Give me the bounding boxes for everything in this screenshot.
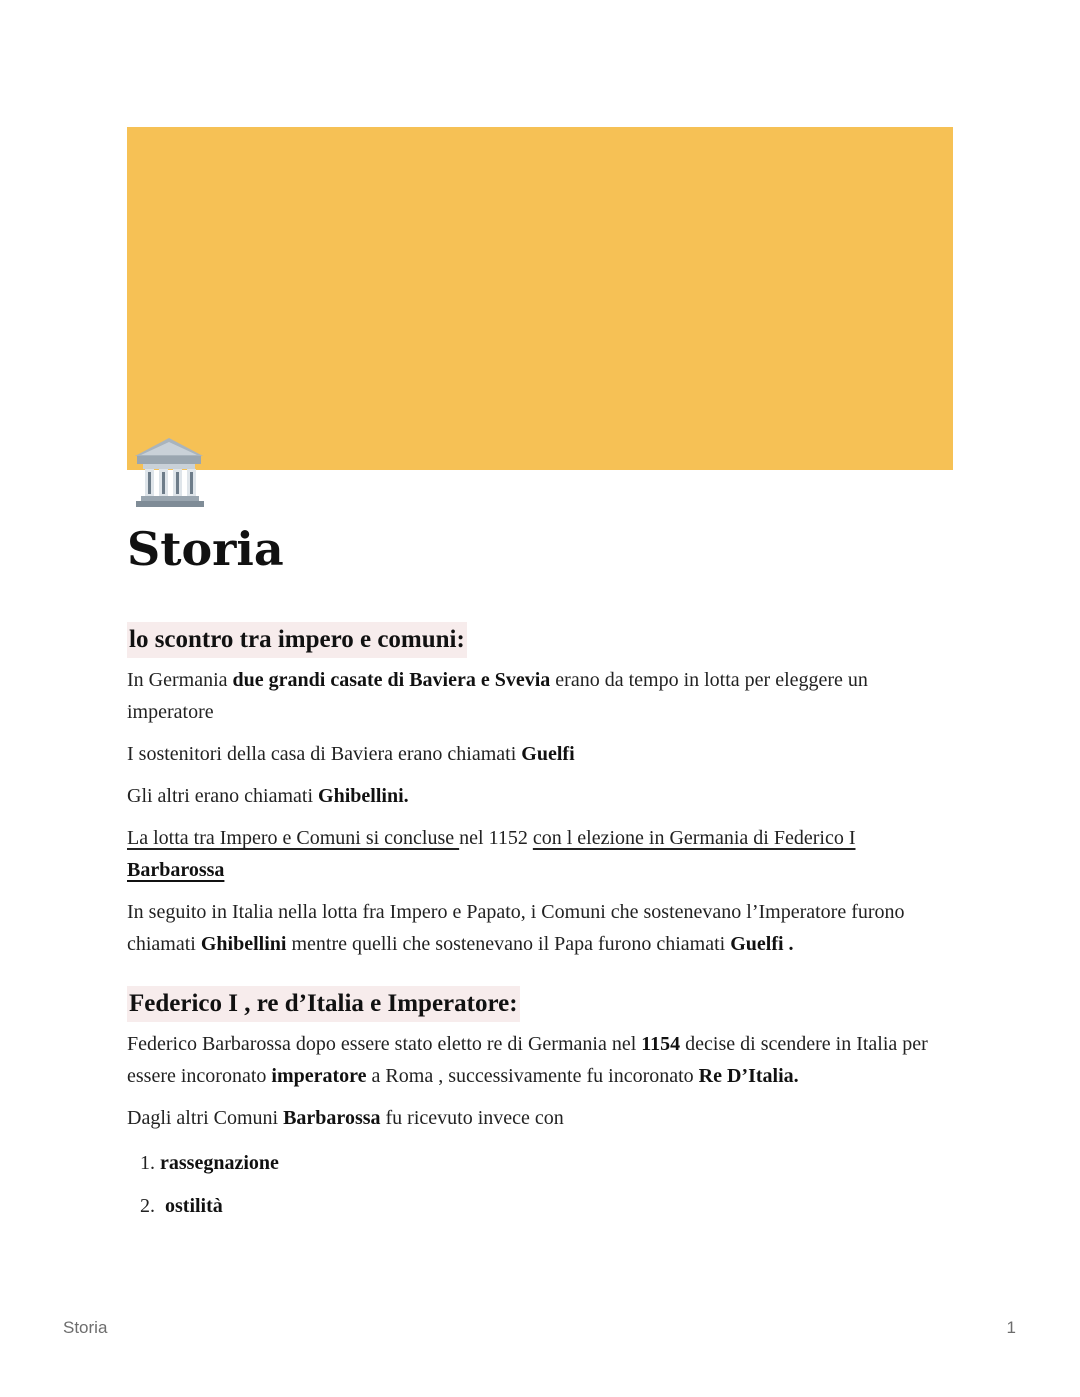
paragraph-guelfi: I sostenitori della casa di Baviera erano chiamati Guelfi [127,743,575,765]
page-title: Storia [127,522,284,576]
section-heading-scontro: lo scontro tra impero e comuni: [127,622,467,658]
paragraph-comuni: Dagli altri Comuni Barbarossa fu ricevuto invece con [127,1107,564,1129]
paragraph-barbarossa: Federico Barbarossa dopo essere stato eletto re di Germania nel 1154 decise di scendere in Italia per essere incoronato imperatore a Roma , successivamente fu incoronato Re D’Italia. [127,1033,928,1087]
paragraph-ghibellini: Gli altri erano chiamati Ghibellini. [127,785,409,807]
list-item: 1. rassegnazione [140,1152,279,1174]
cover-banner [127,127,953,470]
paragraph-impero-papato: In seguito in Italia nella lotta fra Impero e Papato, i Comuni che sostenevano l’Imperatore furono chiamati Ghibellini mentre quelli che sostenevano il Papa furono chiamati Guelfi . [127,901,905,955]
classical-building-icon [131,434,207,510]
reception-list [127,1147,957,1222]
section-heading-federico: Federico I , re d’Italia e Imperatore: [127,986,520,1022]
footer-doc-title: Storia [63,1318,108,1337]
page-number: 1 [1006,1318,1016,1337]
page-content [127,622,957,1222]
list-item: 2. ostilità [140,1195,223,1217]
paragraph-germania: In Germania due grandi casate di Baviera e Svevia erano da tempo in lotta per eleggere un imperatore [127,669,868,723]
paragraph-lotta: La lotta tra Impero e Comuni si concluse nel 1152 con l elezione in Germania di Federico I Barbarossa [127,827,856,881]
